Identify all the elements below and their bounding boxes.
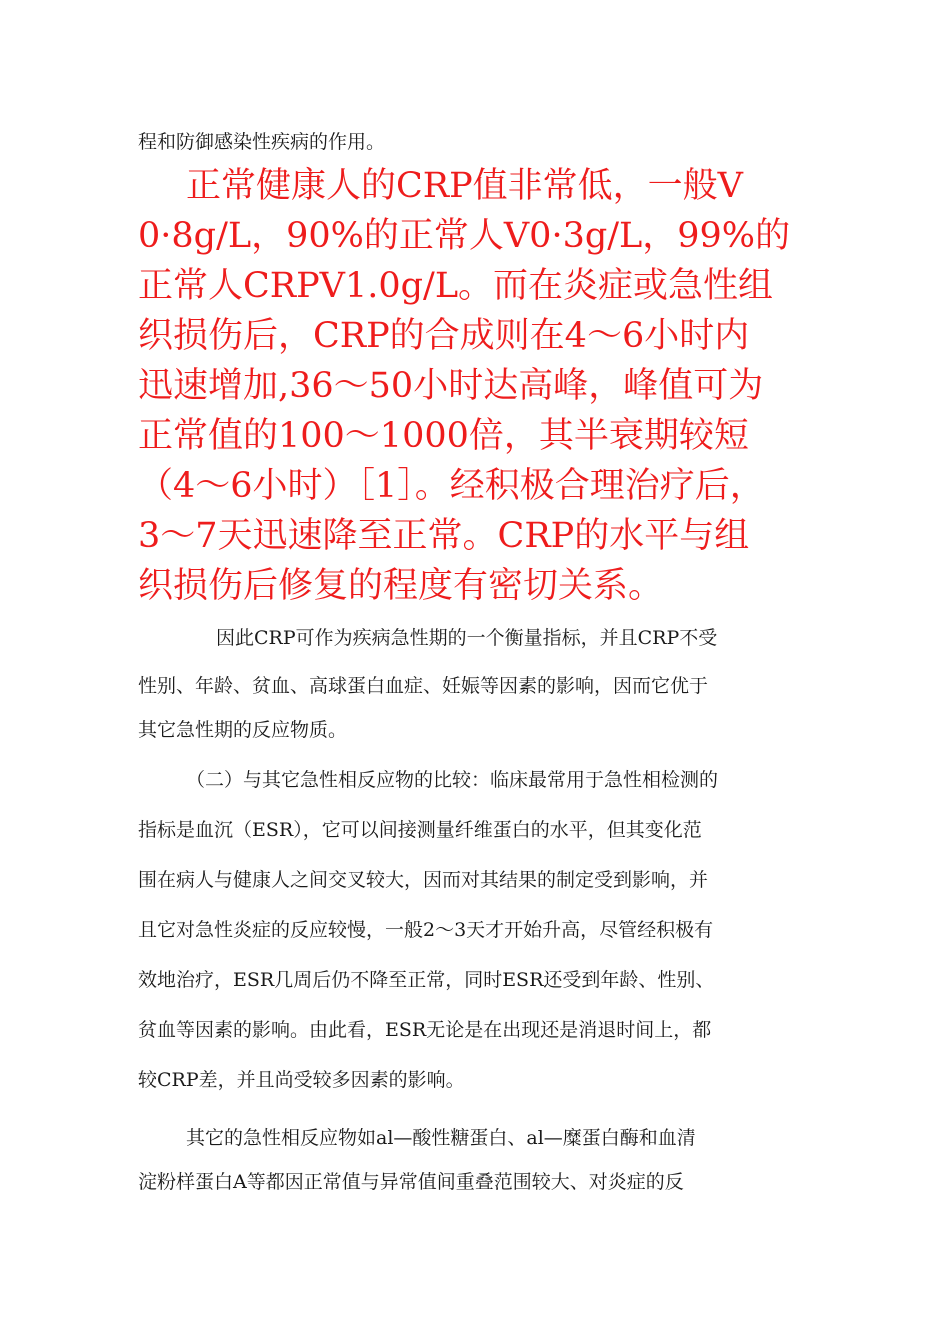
- text-line: 淀粉样蛋白A等都因正常值与异常值间重叠范围较大、对炎症的反: [138, 1171, 684, 1193]
- text-line: 指标是血沉（ESR），它可以间接测量纤维蛋白的水平，但其变化范: [138, 819, 702, 841]
- text-line: 其它急性期的反应物质。: [138, 719, 348, 741]
- text-line: （二）与其它急性相反应物的比较：临床最常用于急性相检测的: [186, 769, 719, 791]
- text-line: 且它对急性炎症的反应较慢，一般2〜3天才开始升高，尽管经积极有: [138, 919, 714, 941]
- highlighted-text-line: 迅速增加,36〜50小时达高峰，峰值可为: [138, 366, 764, 406]
- highlighted-text-line: 正常值的100〜1000倍，其半衰期较短: [138, 416, 749, 456]
- text-line: 较CRP差，并且尚受较多因素的影响。: [138, 1069, 465, 1091]
- highlighted-text-line: 织损伤后修复的程度有密切关系。: [138, 566, 664, 606]
- text-line: 贫血等因素的影响。由此看，ESR无论是在出现还是消退时间上，都: [138, 1019, 712, 1041]
- text-line: 因此CRP可作为疾病急性期的一个衡量指标，并且CRP不受: [216, 627, 718, 649]
- text-line: 效地治疗，ESR几周后仍不降至正常，同时ESR还受到年龄、性别、: [138, 969, 715, 991]
- text-line: 性别、年龄、贫血、高球蛋白血症、妊娠等因素的影响，因而它优于: [138, 675, 709, 697]
- text-line: 围在病人与健康人之间交叉较大，因而对其结果的制定受到影响，并: [138, 869, 709, 891]
- highlighted-text-line: 正常人CRPV1.0g/L。而在炎症或急性组: [138, 266, 774, 306]
- highlighted-text-line: 织损伤后，CRP的合成则在4〜6小时内: [138, 316, 750, 356]
- highlighted-text-line: （4〜6小时）［1］。经积极合理治疗后，: [138, 466, 765, 506]
- highlighted-text-line: 3〜7天迅速降至正常。CRP的水平与组: [138, 516, 750, 556]
- highlighted-text-line: 0·8g/L，90%的正常人V0·3g/L，99%的: [138, 216, 791, 256]
- text-line: 其它的急性相反应物如al—酸性糖蛋白、al—糜蛋白酶和血清: [186, 1127, 696, 1149]
- highlighted-text-line: 正常健康人的CRP值非常低，一般V: [186, 166, 743, 206]
- text-line: 程和防御感染性疾病的作用。: [138, 131, 386, 153]
